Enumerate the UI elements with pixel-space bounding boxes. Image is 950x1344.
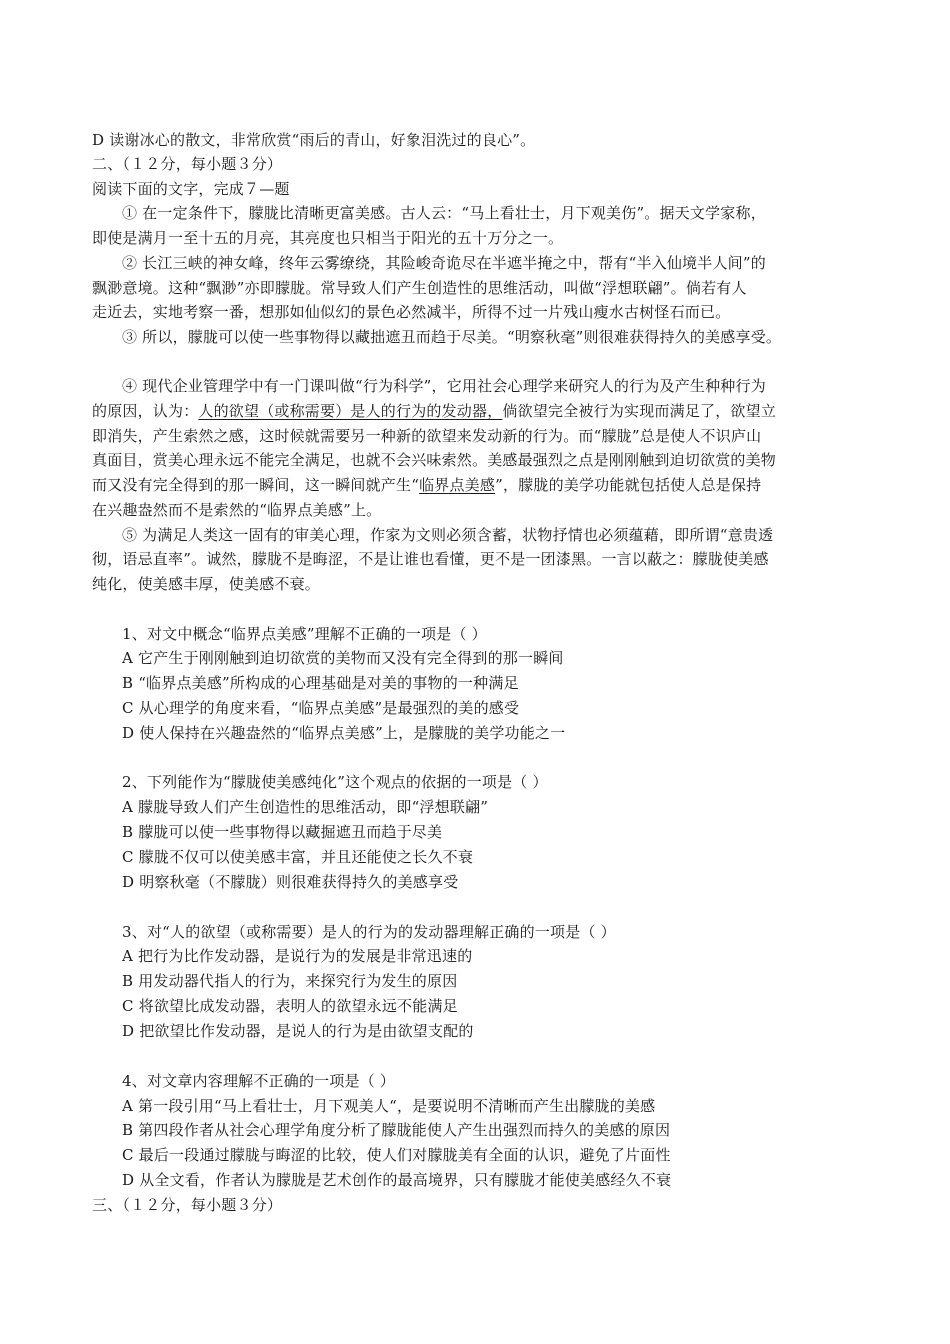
passage-text: 倘欲望完全被行为实现而满足了，欲望立 xyxy=(502,402,777,420)
passage-p2-line: ② 长江三峡的神女峰，终年云雾缭绕，其险峻奇诡尽在半遮半掩之中，帮有“半入仙境半人间”的 xyxy=(122,254,766,272)
question-1-option-c: C 从心理学的角度来看，“临界点美感”是最强烈的美的感受 xyxy=(122,699,520,717)
question-4-option-d: D 从全文看，作者认为朦胧是艺术创作的最高境界，只有朦胧才能使美感经久不衰 xyxy=(122,1171,672,1189)
question-1-option-d: D 使人保持在兴趣盎然的“临界点美感”上，是朦胧的美学功能之一 xyxy=(122,724,566,742)
passage-p1-line: ① 在一定条件下，朦胧比清晰更富美感。古人云：“马上看壮士，月下观美伤”。据天文学家称， xyxy=(122,204,766,222)
question-4-option-a: A 第一段引用“马上看壮士，月下观美人“，是要说明不清晰而产生出朦胧的美感 xyxy=(122,1097,656,1115)
question-1-option-a: A 它产生于刚刚触到迫切欲赏的美物而又没有完全得到的那一瞬间 xyxy=(122,649,564,667)
section-2-header: 二、（１２分，每小题３分） xyxy=(92,155,283,173)
passage-p4-line: 即消失，产生索然之感，这时候就需要另一种新的欲望来发动新的行为。而“朦胧”总是使人不识庐山 xyxy=(92,427,762,445)
question-3-option-b: B 用发动器代指人的行为，来探究行为发生的原因 xyxy=(122,972,458,990)
question-2-stem: 2、下列能作为“朦胧使美感纯化”这个观点的依据的一项是（ ） xyxy=(122,773,548,791)
section-3-header: 三、（１２分，每小题３分） xyxy=(92,1196,283,1214)
previous-option-d: D 读谢冰心的散文，非常欣赏“雨后的青山，好象泪洗过的良心”。 xyxy=(92,131,536,149)
passage-p4-line xyxy=(92,399,776,423)
question-3-option-c: C 将欲望比成发动器，表明人的欲望永远不能满足 xyxy=(122,997,458,1015)
passage-text: 的原因，认为： xyxy=(92,402,199,420)
passage-p2-line: 走近去，实地考察一番，想那如仙似幻的景色必然减半，所得不过一片残山瘦水古树怪石而已。 xyxy=(92,303,731,321)
question-2-option-a: A 朦胧导致人们产生创造性的思维活动，即“浮想联翩” xyxy=(122,798,489,816)
underlined-phrase: 人的欲望（或称需要）是人的行为的发动器， xyxy=(198,402,503,420)
underlined-phrase: 临界点美感 xyxy=(419,476,496,494)
passage-p4-line: 真面目，赏美心理永远不能完全满足，也就不会兴味索然。美感最强烈之点是刚刚触到迫切欲赏的美物 xyxy=(92,451,777,469)
question-2-option-c: C 朦胧不仅可以使美感丰富，并且还能使之长久不衰 xyxy=(122,848,474,866)
section-2-instruction: 阅读下面的文字，完成７—题 xyxy=(92,180,290,198)
passage-p5-line: ⑤ 为满足人类这一固有的审美心理，作家为文则必须含蓄，状物抒情也必须蕴藉，即所谓“意贵透 xyxy=(122,526,774,544)
passage-p1-line: 即使是满月一至十五的月亮，其亮度也只相当于阳光的五十万分之一。 xyxy=(92,229,564,247)
question-1-stem: 1、对文中概念“临界点美感”理解不正确的一项是（ ） xyxy=(122,625,487,643)
passage-p4-line: 在兴趣盎然而不是索然的“临界点美感”上。 xyxy=(92,501,382,519)
question-3-stem: 3、对“人的欲望（或称需要）是人的行为的发动器理解正确的一项是（ ） xyxy=(122,923,616,941)
passage-text: ”，朦胧的美学功能就包括使人总是保持 xyxy=(495,476,762,494)
question-4-stem: 4、对文章内容理解不正确的一项是（ ） xyxy=(122,1072,396,1090)
question-2-option-b: B 朦胧可以使一些事物得以藏掘遮丑而趋于尽美 xyxy=(122,823,443,841)
question-4-option-b: B 第四段作者从社会心理学角度分析了朦胧能使人产生出强烈而持久的美感的原因 xyxy=(122,1121,671,1139)
passage-p4-line xyxy=(92,473,761,497)
question-1-option-b: B “临界点美感”所构成的心理基础是对美的事物的一种满足 xyxy=(122,674,519,692)
question-2-option-d: D 明察秋毫（不朦胧）则很难获得持久的美感享受 xyxy=(122,873,459,891)
question-4-option-c: C 最后一段通过朦胧与晦涩的比较，使人们对朦胧美有全面的认识，避免了片面性 xyxy=(122,1146,671,1164)
passage-p5-line: 彻，语忌直率”。诚然，朦胧不是晦涩，不是让谁也看懂，更不是一团漆黑。一言以蔽之：朦胧使美感 xyxy=(92,550,769,568)
passage-p2-line: 飘渺意境。这种“飘渺”亦即朦胧。常导致人们产生创造性的思维活动，叫做“浮想联翩”。倘若有人 xyxy=(92,279,747,297)
question-3-option-d: D 把欲望比作发动器，是说人的行为是由欲望支配的 xyxy=(122,1022,474,1040)
passage-p4-line: ④ 现代企业管理学中有一门课叫做“行为科学”，它用社会心理学来研究人的行为及产生种种行为 xyxy=(122,377,766,395)
passage-p5-line: 纯化，使美感丰厚，使美感不衰。 xyxy=(92,575,321,593)
passage-text: 而又没有完全得到的那一瞬间，这一瞬间就产生“ xyxy=(92,476,420,494)
question-3-option-a: A 把行为比作发动器，是说行为的发展是非常迅速的 xyxy=(122,947,473,965)
passage-p3-line: ③ 所以，朦胧可以使一些事物得以藏拙遮丑而趋于尽美。“明察秋毫”则很难获得持久的美感享受。 xyxy=(122,328,782,346)
